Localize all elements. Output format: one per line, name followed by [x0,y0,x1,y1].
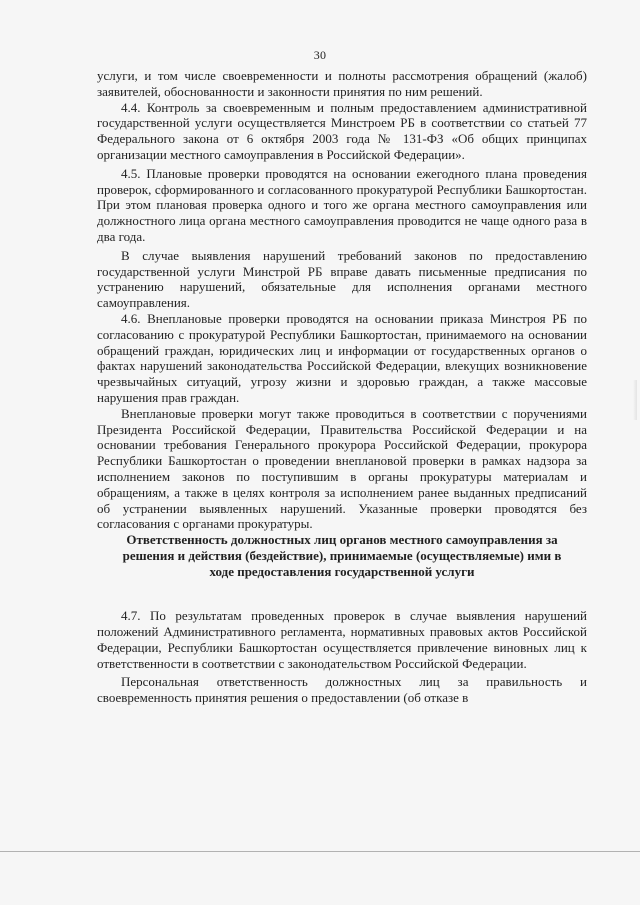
paragraph-4-5: 4.5. Плановые проверки проводятся на основании ежегодного плана проведения проверок, сформированного и согласованного прокуратурой Республики Башкортостан. При этом плановая проверка одного и того же органа местного самоуправления или должностного лица органа местного самоуправления проводится не чаще одного раза в два года. [97,165,587,244]
paragraph-unscheduled: Внеплановые проверки могут также проводиться в соответствии с поручениями Президента Российской Федерации, Правительства Российской Федерации и на основании требования Генерального прокурора Российской Федерации, прокурора Республики Башкортостан о проведении внеплановой проверки в рамках надзора за исполнением законов по поступившим в органы прокуратуры материалам и обращениям, а также в целях контроля за исполнением ранее выданных предписаний об устранении выявленных нарушений. Указанные проверки проводятся без согласования с органами прокуратуры. [97,405,587,532]
paragraph-4-7: 4.7. По результатам проведенных проверок в случае выявления нарушений положений Административного регламента, нормативных правовых актов Российской Федерации, Республики Башкортостан осуществляется привлечение виновных лиц к ответственности в соответствии с законодательством Российской Федерации. [97,608,587,671]
section-heading: Ответственность должностных лиц органов местного самоуправления за решения и действия (бездействие), принимаемые (осуществляемые) ими в ходе предоставления государственной услуги [122,532,562,580]
page-number: 30 [313,48,327,62]
heading-spacer [97,580,587,608]
scan-bottom-line [0,851,640,852]
scan-edge-shadow [633,380,637,420]
document-body [97,68,587,706]
paragraph-violations: В случае выявления нарушений требований законов по предоставлению государственной услуги Минстрой РБ вправе давать письменные предписания по устранению нарушений, обязательные для исполнения органами местного самоуправления. [97,247,587,311]
paragraph-continuation: услуги, и том числе своевременности и полноты рассмотрения обращений (жалоб) заявителей, обоснованности и законности принятия по ним решений. [97,68,587,99]
paragraph-personal-responsibility: Персональная ответственность должностных лиц за правильность и своевременность принятия решения о предоставлении (об отказе в [97,674,587,706]
paragraph-4-6: 4.6. Внеплановые проверки проводятся на основании приказа Минстроя РБ по согласованию с прокуратурой Республики Башкортостан, принимаемого на основании обращений граждан, юридических лиц и информации от государственных органов о фактах нарушений законодательства Российской Федерации, влекущих возникновение чрезвычайных ситуаций, угрозу жизни и здоровью граждан, а также массовые нарушения прав граждан. [97,310,587,405]
paragraph-4-4: 4.4. Контроль за своевременным и полным предоставлением административной государственной услуги осуществляется Минстроем РБ в соответствии со статьей 77 Федерального закона от 6 октября 2003 года № 131-ФЗ «Об общих принципах организации местного самоуправления в Российской Федерации». [97,99,587,162]
